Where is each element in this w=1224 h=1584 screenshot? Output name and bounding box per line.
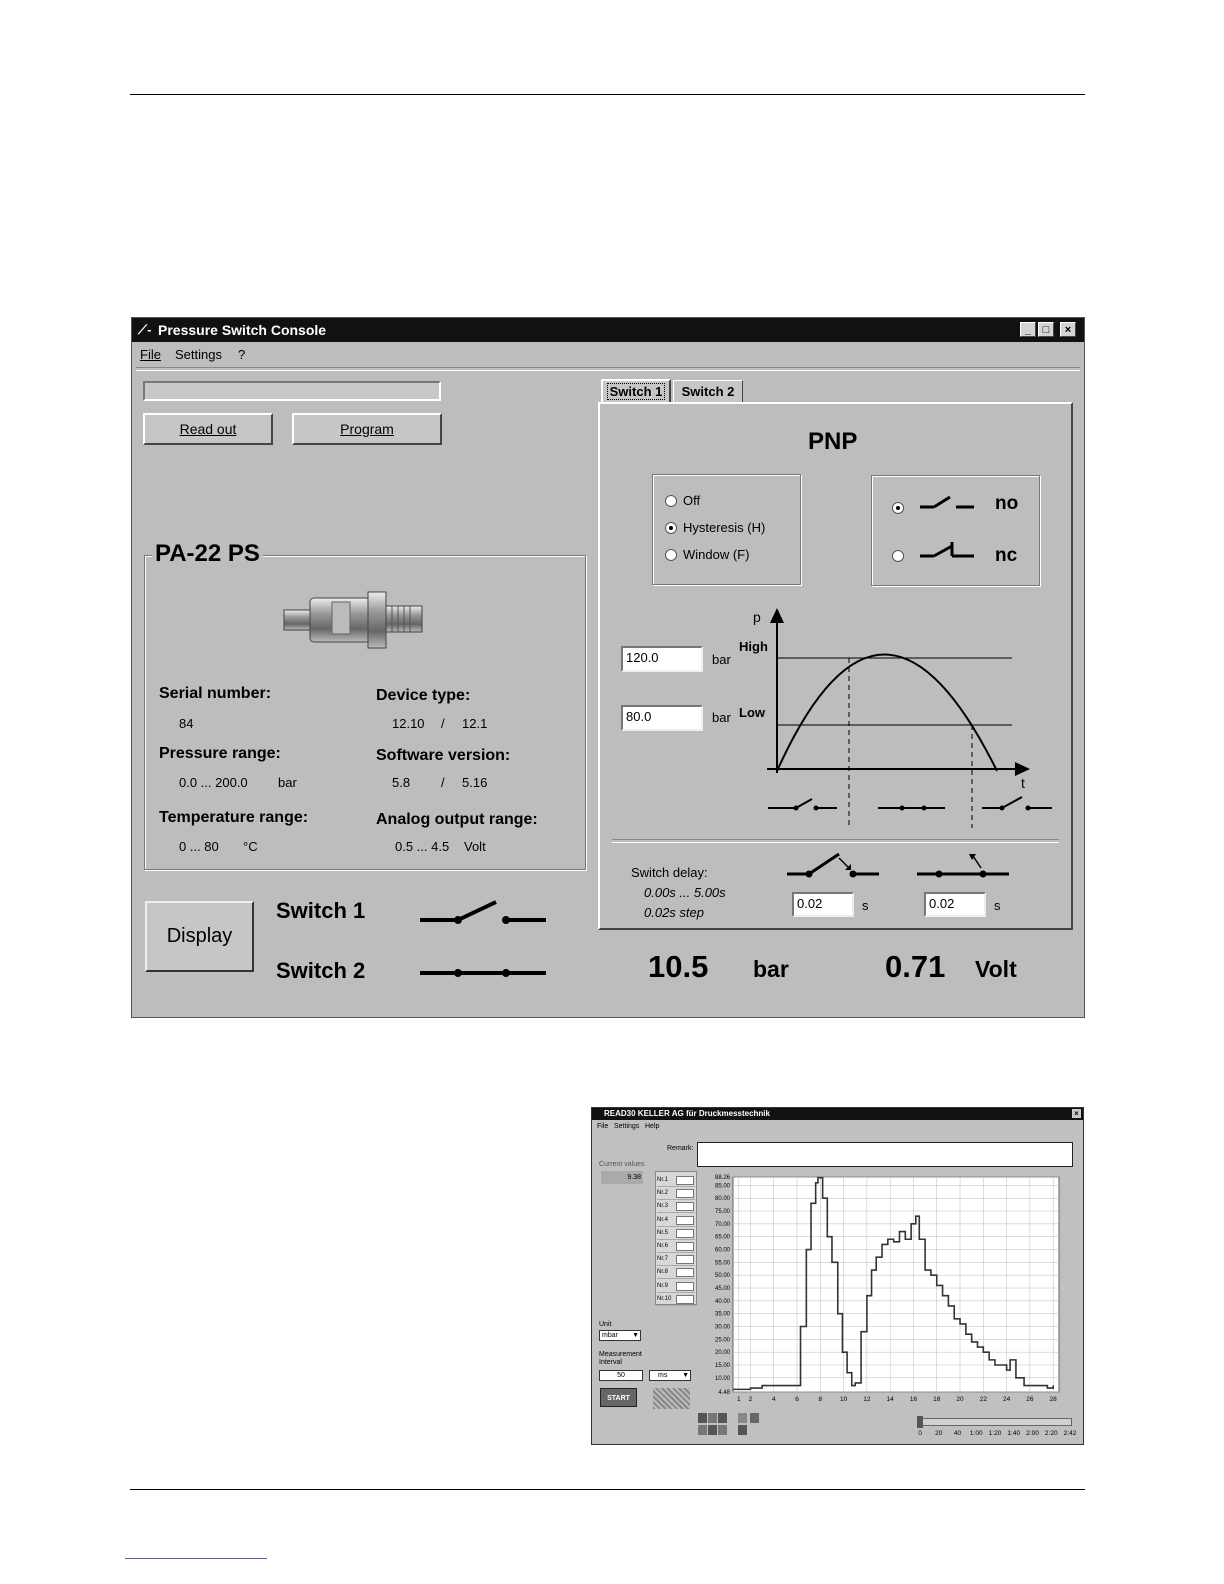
serial-number-label: Serial number:: [159, 685, 272, 702]
x-tick-label: 22: [979, 1396, 987, 1403]
channel-item[interactable]: [657, 1240, 695, 1253]
contact-nc-radio[interactable]: [892, 550, 904, 562]
channel-label: Nr.1: [657, 1177, 669, 1183]
unit-select[interactable]: mbar ▼: [599, 1330, 641, 1341]
channel-item[interactable]: [657, 1187, 695, 1200]
menu-file[interactable]: File: [140, 347, 161, 362]
y-tick-label: 4.48: [718, 1390, 730, 1396]
read30-title: READ30 KELLER AG für Druckmesstechnik: [604, 1109, 770, 1118]
scroll-tick-label: 40: [953, 1430, 962, 1437]
scroll-tick-label: 20: [935, 1430, 943, 1437]
mode-off-radio[interactable]: [665, 495, 677, 507]
current-value-field: 9.38: [601, 1171, 643, 1184]
window-title: Pressure Switch Console: [158, 322, 327, 338]
x-tick-label: 20: [956, 1396, 964, 1403]
y-tick-label: 10.00: [714, 1375, 730, 1382]
fit-all-icon[interactable]: [718, 1425, 727, 1435]
channel-label: Nr.10: [657, 1295, 672, 1302]
progress-bar: [143, 381, 441, 401]
hysteresis-diagram: [732, 603, 1062, 833]
analog-output-range-value: 0.5 ... 4.5: [395, 839, 450, 854]
close-button[interactable]: ×: [1060, 322, 1076, 337]
channel-item[interactable]: [657, 1214, 695, 1227]
high-setpoint-input[interactable]: 120.0: [621, 646, 703, 672]
device-type-label: Device type:: [376, 687, 471, 704]
time-scroll-ticks: [917, 1430, 1077, 1440]
read-out-button[interactable]: Read out: [143, 413, 273, 445]
channel-swatch-icon: [676, 1176, 694, 1185]
channel-swatch-icon: [676, 1282, 694, 1291]
channel-label: Nr.9: [657, 1282, 669, 1289]
temperature-range-label: Temperature range:: [159, 809, 309, 826]
mode-off-label[interactable]: Off: [683, 493, 701, 508]
menu-settings[interactable]: Settings: [175, 347, 222, 362]
interval-unit-select[interactable]: ms ▼: [649, 1370, 691, 1381]
x-tick-label: 28: [1049, 1396, 1057, 1403]
time-axis-label: t: [1021, 775, 1025, 791]
analog-output-range-label: Analog output range:: [376, 811, 538, 828]
time-scroll-slider[interactable]: [917, 1418, 1072, 1426]
tab-switch-2[interactable]: Switch 2: [673, 380, 743, 402]
switch-1-open-icon: [420, 898, 548, 928]
print-icon[interactable]: [738, 1425, 747, 1435]
read30-menu-help[interactable]: Help: [645, 1123, 660, 1130]
channel-item[interactable]: [657, 1280, 695, 1293]
time-scroll-thumb[interactable]: [917, 1416, 923, 1428]
channel-list: [655, 1171, 697, 1305]
x-tick-label: 14: [886, 1396, 894, 1403]
high-threshold-label: High: [739, 639, 768, 654]
output-type-label: PNP: [808, 428, 858, 455]
x-tick-label: 1: [737, 1396, 741, 1403]
footer-link-underline: [125, 1558, 267, 1559]
unit-label: Unit: [599, 1321, 612, 1328]
pressure-range-label: Pressure range:: [159, 745, 281, 762]
x-tick-label: 24: [1002, 1396, 1011, 1403]
switch-1-status-label: Switch 1: [276, 898, 366, 923]
x-tick-label: 10: [839, 1396, 848, 1403]
pressure-range-unit: bar: [278, 775, 297, 790]
software-version-label: Software version:: [376, 747, 511, 764]
y-tick-label: 25.00: [714, 1337, 730, 1344]
scroll-tick-label: 1:20: [988, 1430, 1002, 1437]
top-rule: [130, 94, 1085, 95]
crosshair-icon[interactable]: [750, 1413, 759, 1423]
switch-off-delay-input[interactable]: 0.02: [924, 892, 986, 917]
cursor-tool-icon[interactable]: [718, 1413, 727, 1423]
contact-type-group: [871, 475, 1040, 586]
interval-unit-dropdown-icon[interactable]: ▼: [682, 1372, 689, 1379]
read30-menu-settings[interactable]: Settings: [614, 1123, 640, 1130]
switch-delay-label: Switch delay:: [631, 865, 708, 880]
y-tick-label: 75.00: [714, 1209, 730, 1216]
pressure-sensor-image: [280, 586, 430, 656]
contact-no-radio[interactable]: [892, 502, 904, 514]
contact-no-label[interactable]: no: [995, 493, 1019, 514]
scroll-tick-label: 2:00: [1026, 1430, 1039, 1437]
y-tick-label: 50.00: [714, 1273, 730, 1280]
remark-input[interactable]: [697, 1142, 1073, 1167]
pan-tool-icon[interactable]: [708, 1413, 717, 1423]
scroll-tick-label: 2:42: [1063, 1430, 1077, 1437]
y-tick-label: 88.26: [714, 1175, 730, 1181]
serial-number-value: 84: [179, 716, 194, 731]
x-tick-label: 6: [795, 1396, 799, 1403]
y-tick-label: 65.00: [714, 1234, 730, 1241]
maximize-button[interactable]: □: [1038, 322, 1054, 337]
x-tick-label: 16: [909, 1396, 918, 1403]
status-indicator: [653, 1388, 690, 1409]
channel-item[interactable]: [657, 1227, 695, 1240]
x-tick-label: 12: [863, 1396, 871, 1403]
low-threshold-label: Low: [739, 705, 765, 720]
pressure-reading-value: 10.5: [648, 949, 709, 984]
read30-close-button[interactable]: ×: [1072, 1109, 1081, 1118]
software-version-separator: /: [441, 775, 445, 790]
temperature-range-value: 0 ... 80: [179, 839, 219, 854]
device-type-value-a: 12.10: [392, 716, 425, 731]
x-tick-label: 26: [1026, 1396, 1034, 1403]
pressure-switch-console-window: [131, 317, 1085, 1018]
channel-swatch-icon: [676, 1216, 694, 1225]
y-tick-label: 55.00: [714, 1260, 730, 1267]
switch-on-delay-icon: [787, 846, 882, 882]
bottom-rule: [130, 1489, 1085, 1490]
y-tick-label: 80.00: [714, 1196, 730, 1203]
channel-swatch-icon: [676, 1268, 694, 1277]
channel-label: Nr.6: [657, 1243, 669, 1249]
switch-delay-range: 0.00s ... 5.00s: [644, 885, 726, 900]
scroll-tick-label: 2:20: [1044, 1430, 1058, 1437]
pressure-chart: [698, 1171, 1078, 1411]
tab-switch-1[interactable]: Switch 1: [601, 379, 671, 402]
menu-bar: [132, 343, 1084, 365]
mode-hysteresis-radio[interactable]: [665, 522, 677, 534]
chart-toolbar: [698, 1413, 762, 1437]
app-switch-icon: ⟋-: [138, 322, 152, 337]
x-tick-label: 8: [818, 1396, 823, 1403]
channel-item[interactable]: [657, 1253, 695, 1266]
y-tick-label: 20.00: [714, 1350, 730, 1357]
channel-item[interactable]: [657, 1266, 695, 1279]
y-tick-label: 60.00: [714, 1247, 730, 1254]
scroll-tick-label: 1:00: [969, 1430, 983, 1437]
switch-on-delay-input[interactable]: 0.02: [792, 892, 854, 917]
low-setpoint-input[interactable]: 80.0: [621, 705, 703, 731]
fit-y-icon[interactable]: [708, 1425, 717, 1435]
normally-open-contact-icon: [920, 493, 976, 513]
channel-item[interactable]: [657, 1200, 695, 1213]
software-version-value-b: 5.16: [462, 775, 488, 790]
voltage-reading-value: 0.71: [885, 949, 946, 984]
mode-window-label[interactable]: Window (F): [683, 547, 750, 562]
mode-hysteresis-label[interactable]: Hysteresis (H): [683, 520, 766, 535]
display-button[interactable]: Display: [145, 901, 254, 972]
channel-item[interactable]: [657, 1174, 695, 1187]
temperature-range-unit: °C: [243, 839, 258, 854]
interval-input[interactable]: 50: [599, 1370, 643, 1381]
switch-off-delay-unit: s: [994, 898, 1001, 913]
title-bar[interactable]: [132, 318, 1084, 342]
device-type-value-b: 12.1: [462, 716, 488, 731]
software-version-value-a: 5.8: [392, 775, 411, 790]
channel-label: Nr.2: [657, 1190, 669, 1197]
read30-window: [591, 1107, 1084, 1445]
channel-swatch-icon: [676, 1255, 694, 1264]
remark-label: Remark:: [667, 1145, 694, 1152]
menu-help[interactable]: ?: [238, 347, 246, 362]
x-tick-label: 18: [933, 1396, 941, 1403]
low-setpoint-unit: bar: [712, 710, 731, 725]
device-type-separator: /: [441, 716, 445, 731]
switch-delay-step: 0.02s step: [644, 905, 704, 920]
channel-swatch-icon: [676, 1189, 694, 1198]
current-values-label: Current values: [599, 1161, 645, 1168]
switch-off-delay-icon: [917, 846, 1012, 882]
x-tick-label: 4: [771, 1396, 776, 1403]
channel-swatch-icon: [676, 1295, 694, 1304]
channel-item[interactable]: [657, 1293, 695, 1306]
channel-swatch-icon: [676, 1202, 694, 1211]
mode-window-radio[interactable]: [665, 549, 677, 561]
channel-label: Nr.3: [657, 1203, 669, 1210]
panel-divider: [612, 839, 1059, 843]
y-tick-label: 30.00: [714, 1324, 730, 1331]
y-tick-label: 45.00: [714, 1286, 730, 1293]
program-button[interactable]: Program: [292, 413, 442, 445]
pressure-range-value: 0.0 ... 200.0: [179, 775, 248, 790]
y-tick-label: 85.00: [714, 1183, 730, 1190]
pressure-reading-unit: bar: [753, 956, 789, 982]
device-name: PA-22 PS: [152, 540, 263, 568]
pressure-axis-label: p: [753, 609, 761, 625]
start-button[interactable]: START: [600, 1388, 637, 1407]
scroll-tick-label: 1:40: [1007, 1430, 1021, 1437]
zoom-in-icon[interactable]: [738, 1413, 747, 1423]
channel-swatch-icon: [676, 1229, 694, 1238]
contact-nc-label[interactable]: nc: [995, 545, 1018, 566]
channel-label: Nr.5: [657, 1229, 669, 1236]
y-tick-label: 70.00: [714, 1221, 730, 1228]
switch-on-delay-unit: s: [862, 898, 869, 913]
channel-label: Nr.7: [657, 1256, 669, 1263]
analog-output-range-unit: Volt: [464, 839, 486, 854]
read30-menu-file[interactable]: File: [597, 1123, 609, 1130]
normally-closed-contact-icon: [920, 540, 976, 560]
menu-separator: [136, 367, 1080, 371]
y-tick-label: 15.00: [714, 1363, 730, 1370]
minimize-button[interactable]: _: [1020, 322, 1036, 337]
zoom-tool-icon[interactable]: [698, 1413, 707, 1423]
fit-x-icon[interactable]: [698, 1425, 707, 1435]
x-tick-label: 2: [748, 1396, 753, 1403]
voltage-reading-unit: Volt: [975, 956, 1017, 982]
channel-swatch-icon: [676, 1242, 694, 1251]
read30-title-bar[interactable]: [592, 1108, 1083, 1120]
scroll-tick-label: 0: [918, 1430, 922, 1437]
channel-label: Nr.8: [657, 1269, 669, 1276]
switch-2-status-label: Switch 2: [276, 958, 366, 983]
y-tick-label: 40.00: [714, 1298, 730, 1305]
unit-dropdown-icon[interactable]: ▼: [632, 1332, 639, 1339]
switch-2-closed-icon: [420, 962, 548, 982]
y-tick-label: 35.00: [714, 1311, 730, 1318]
measurement-interval-label: Measurement Interval: [599, 1351, 642, 1366]
high-setpoint-unit: bar: [712, 652, 731, 667]
channel-label: Nr.4: [657, 1216, 669, 1223]
